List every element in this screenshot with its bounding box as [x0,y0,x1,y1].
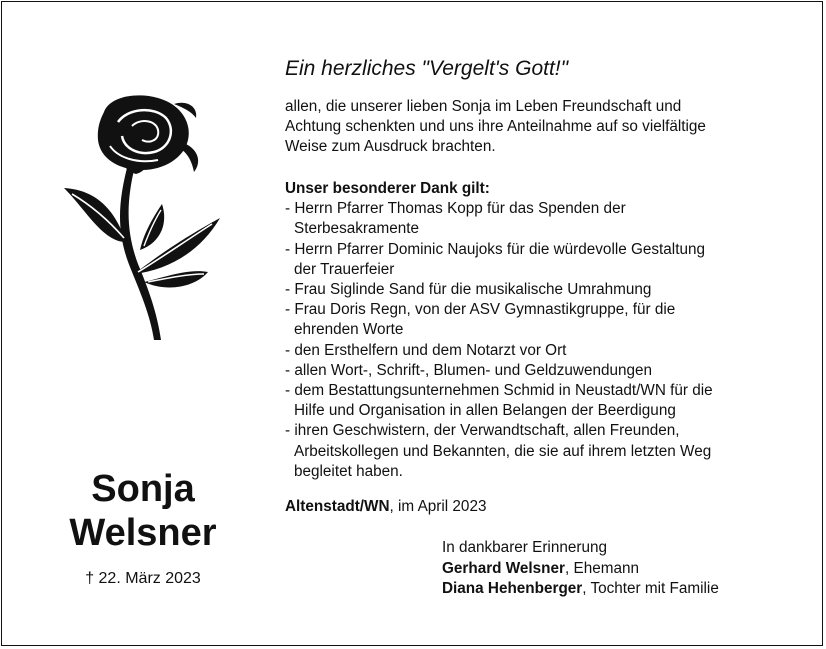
thanks-item-text: - Frau Doris Regn, von der ASV Gymnastikgruppe, für die [285,301,676,319]
intro-paragraph [285,97,706,158]
thanks-item-text: - Frau Siglinde Sand für die musikalische Umrahmung [285,281,652,299]
intro-line: Achtung schenkten und uns ihre Anteilnahme auf so vielfältige [285,118,706,136]
thanks-section [285,179,713,482]
deceased-first-name: Sonja [91,468,195,510]
intro-line: allen, die unserer lieben Sonja im Leben Freundschaft und [285,98,682,115]
thanks-item-text: Sterbesakramente [294,220,419,238]
thanks-item-text: Hilfe und Organisation in allen Belangen der Beerdigung [294,402,676,420]
thanks-item-text: - Herrn Pfarrer Thomas Kopp für das Spenden der [285,200,626,218]
thanks-item-text: - allen Wort-, Schrift-, Blumen- und Geldzuwendungen [285,361,653,379]
place-date: , im April 2023 [389,498,487,515]
thanks-item-text: - Herrn Pfarrer Dominic Naujoks für die würdevolle Gestaltung [285,240,705,258]
place-town: Altenstadt/WN [285,498,390,515]
signature-person [442,579,719,600]
place-date-line [285,497,486,517]
thanks-item-text: begleitet haben. [294,462,403,480]
notice-heading: Ein herzliches "Vergelt's Gott!" [285,57,569,80]
thanks-item-text: - dem Bestattungsunternehmen Schmid in Neustadt/WN für die [285,382,713,400]
signature-relation: , Tochter mit Familie [582,580,719,597]
signature-relation: , Ehemann [565,559,639,577]
signature-name: Diana Hehenberger [442,580,583,597]
thanks-item [285,381,713,421]
death-date: † 22. März 2023 [85,570,201,587]
signature-name: Gerhard Welsner [442,559,565,577]
rose-icon [58,92,228,342]
thanks-item-text: - ihren Geschwistern, der Verwandtschaft, allen Freunden, [285,422,680,440]
signature-intro: In dankbarer Erinnerung [442,539,607,556]
thanks-item [285,421,713,482]
thanks-item-text: der Trauerfeier [294,260,395,278]
thanks-item [285,199,713,239]
deceased-last-name: Welsner [69,512,217,554]
thanks-item [285,240,713,280]
thanks-item [285,300,713,340]
thanks-item [285,361,713,381]
thanks-item-text: - den Ersthelfern und dem Notarzt vor Ort [285,341,567,359]
intro-line: Weise zum Ausdruck brachten. [285,138,496,156]
thanks-item [285,341,713,361]
signature-person [442,559,719,580]
signature-block [442,538,719,600]
thanks-item-text: ehrenden Worte [294,321,404,339]
thanks-item-text: Arbeitskollegen und Bekannten, die sie auf ihrem letzten Weg [294,442,712,460]
thanks-item [285,280,713,300]
thanks-title: Unser besonderer Dank gilt: [285,180,490,197]
